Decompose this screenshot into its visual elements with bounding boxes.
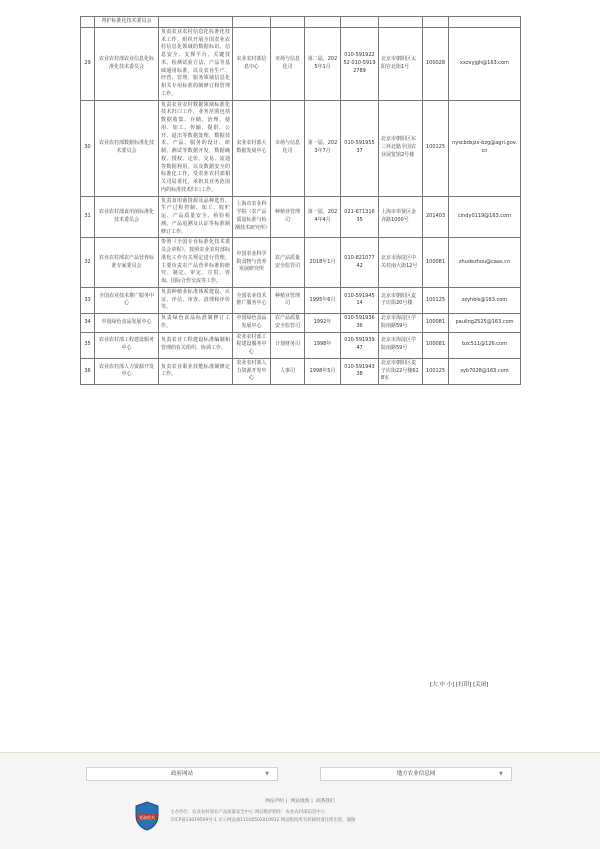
close-link[interactable]: [关闭] <box>473 682 489 688</box>
chevron-down-icon: ▼ <box>499 771 503 777</box>
contact-email: pauling2525@163.com <box>449 314 521 333</box>
committee-name: 农业农村部食用菌标准化技术委员会 <box>95 196 159 238</box>
party-gov-badge-icon[interactable] <box>134 801 160 831</box>
site-footer <box>0 752 600 849</box>
term-date: 1995年6月 <box>305 287 341 313</box>
postal-code: 100125 <box>423 358 449 384</box>
supervising-department: 农产品质量安全监管司 <box>271 314 305 333</box>
contact-email: cindy0119@163.com <box>449 196 521 238</box>
term-date: 第二届，2025年1月 <box>305 27 341 100</box>
contact-email: nyscbdsjzx-bzg@agri.gov.cn <box>449 100 521 196</box>
table-row <box>81 358 521 384</box>
contact-phone: 010-59194514 <box>341 287 379 313</box>
row-number: 30 <box>81 100 95 196</box>
font-size-link[interactable]: [大 中 小] <box>430 682 455 688</box>
contact-address: 北京市朝阳区东三环北路全国农业展览馆2号楼 <box>379 100 423 196</box>
term-date: 1998年 <box>305 332 341 358</box>
contact-phone: 010-59192252 010-59192789 <box>341 27 379 100</box>
standards-document <box>80 16 520 385</box>
badge-label: 党政机关 <box>139 814 155 820</box>
term-date: 第一届，2023年7月 <box>305 100 341 196</box>
committee-name: 农业农村部农业信息化标准化技术委员会 <box>95 27 159 100</box>
secretariat-unit: 农业农村部信息中心 <box>233 27 271 100</box>
postal-code: 100125 <box>423 100 449 196</box>
table-row <box>81 100 521 196</box>
postal-code: 100081 <box>423 314 449 333</box>
secretariat-unit: 农业农村部工程建设服务中心 <box>233 332 271 358</box>
supervising-department: 种植业管理司 <box>271 287 305 313</box>
row-number: 29 <box>81 27 95 100</box>
contact-email <box>449 17 521 28</box>
contact-address: 北京市海淀区学院南路59号 <box>379 314 423 333</box>
footer-link-statement[interactable]: 网站声明 <box>265 799 284 804</box>
contact-phone: 010-59193636 <box>341 314 379 333</box>
table-row <box>81 238 521 288</box>
secretariat-unit <box>233 17 271 28</box>
contact-address: 北京市朝阳区麦子店街20号楼 <box>379 287 423 313</box>
supervising-department: 农产品质量安全监管司 <box>271 238 305 288</box>
contact-address: 北京市海淀区中关村南大街12号 <box>379 238 423 288</box>
secretariat-unit: 全国农业技术推广服务中心 <box>233 287 271 313</box>
contact-address: 北京市朝阳区麦子店街22号楼618室 <box>379 358 423 384</box>
committee-name: 农业农村部工程建设服务中心 <box>95 332 159 358</box>
table-row <box>81 332 521 358</box>
table-row <box>81 27 521 100</box>
gov-sites-label: 政府网站 <box>170 771 193 777</box>
footer-link-sitemap[interactable]: 网站地图 <box>290 799 310 804</box>
term-date: 1992年 <box>305 314 341 333</box>
row-number: 33 <box>81 287 95 313</box>
print-link[interactable]: [打印] <box>456 682 472 688</box>
term-date <box>305 17 341 28</box>
contact-phone: 010-59195537 <box>341 100 379 196</box>
contact-address: 北京市海淀区学院南路59号 <box>379 332 423 358</box>
row-number: 35 <box>81 332 95 358</box>
contact-phone: 010-59194338 <box>341 358 379 384</box>
supervising-department: 计划财务司 <box>271 332 305 358</box>
supervising-department: 人事司 <box>271 358 305 384</box>
contact-address: 上海市奉贤区金齐路1000号 <box>379 196 423 238</box>
chevron-down-icon: ▼ <box>265 771 269 777</box>
row-number: 36 <box>81 358 95 384</box>
work-scope: 负责绿色食品标准制修订工作。 <box>159 314 233 333</box>
committee-name: 农业农村部数据标准化技术委员会 <box>95 100 159 196</box>
contact-address: 北京市朝阳区太阳宫北街1号 <box>379 27 423 100</box>
supervising-department: 市场与信息化司 <box>271 27 305 100</box>
work-scope: 负责农业农村数据领域标准化技术归口工作，业务范围包括数据收集、存储、治理、使用、加工、传输、提供、公开、退出等数据处理，数据技术、产品、服务的设计、研制、测试等数据开发，数据确权、授权、定价、交易、流通等数据利用，以及数据安全的标准化工作。受农业农村部相关司局委托，承担其业务范围内的标准技术归口工作。 <box>159 100 233 196</box>
table-body <box>81 17 521 385</box>
work-scope: 负责农业工程建设标准编制和管理的有关组织、协调工作。 <box>159 332 233 358</box>
supervising-department: 种植业管理司 <box>271 196 305 238</box>
host-info: 主办单位：农业农村部农产品质量安全中心 网站维护制作：农业农村部信息中心 <box>170 810 326 815</box>
contact-phone <box>341 17 379 28</box>
contact-email: zzyhbls@163.com <box>449 287 521 313</box>
work-scope: 负责种植业标准体系建设、认证、评估、审查、清理和评价等。 <box>159 287 233 313</box>
term-date: 2018年1月 <box>305 238 341 288</box>
postal-code: 100028 <box>423 27 449 100</box>
secretariat-unit: 农业农村部人力资源开发中心 <box>233 358 271 384</box>
contact-phone: 010-59193947 <box>341 332 379 358</box>
contact-phone: 021-67131635 <box>341 196 379 238</box>
local-sites-select[interactable] <box>320 767 512 781</box>
committee-name: 全国农业技术推广服务中心 <box>95 287 159 313</box>
contact-phone: 010-82107742 <box>341 238 379 288</box>
postal-code: 100125 <box>423 287 449 313</box>
table-row <box>81 196 521 238</box>
postal-code: 100081 <box>423 238 449 288</box>
standards-committee-table <box>80 16 521 385</box>
contact-email: xxzxyjgh@163.com <box>449 27 521 100</box>
committee-name: 中国绿色食品发展中心 <box>95 314 159 333</box>
gov-sites-select[interactable] <box>86 767 278 781</box>
work-scope <box>159 17 233 28</box>
committee-name: 农业农村部人力资源开发中心 <box>95 358 159 384</box>
postal-code: 201403 <box>423 196 449 238</box>
row-number: 32 <box>81 238 95 288</box>
local-sites-label: 地方农业信息网 <box>396 771 436 777</box>
postal-code: 100081 <box>423 332 449 358</box>
row-number <box>81 17 95 28</box>
supervising-department <box>271 17 305 28</box>
postal-code <box>423 17 449 28</box>
contact-email: zhudezhou@caas.cn <box>449 238 521 288</box>
secretariat-unit: 中国农业科学院食物与营养发展研究所 <box>233 238 271 288</box>
table-row <box>81 314 521 333</box>
secretariat-unit: 上海市农业科学院（农产品质量标准与检测技术研究所） <box>233 196 271 238</box>
secretariat-unit: 中国绿色食品发展中心 <box>233 314 271 333</box>
text-toolbar <box>430 680 488 688</box>
contact-address <box>379 17 423 28</box>
footer-link-contact[interactable]: 联系我们 <box>316 799 335 804</box>
icp-info: 京ICP备13019509号-1 京公网安备11010502010932 网站版权所有转载时请注明出处，谢谢 <box>170 818 356 823</box>
committee-name: 农业农村部农产品营养标准专家委员会 <box>95 238 159 288</box>
table-row <box>81 287 521 313</box>
row-number: 34 <box>81 314 95 333</box>
supervising-department: 市场与信息化司 <box>271 100 305 196</box>
footer-links: 网站声明 | 网站地图 | 联系我们 <box>265 799 335 804</box>
row-number: 31 <box>81 196 95 238</box>
work-scope: 负责农业农村信息化标准化技术工作，组织开展全国农业农村信息化领域的数据标识、信息安全、支撑平台、关键技术、检测试验方法、产品等基础通用标准，以及农业生产、经营、管理、服务领域信息化相关专用标准的制修订和管理工作。 <box>159 27 233 100</box>
term-date: 1998年5月 <box>305 358 341 384</box>
committee-name: 肾护标准化技术委员会 <box>95 17 159 28</box>
work-scope: 参照《全国专业标准化技术委员会章程》，按照农业农村部标准化工作有关规定进行管理，主要负责农产品营养标准的研究、制定、审定、宣贯、咨询、国际合作交流等工作。 <box>159 238 233 288</box>
term-date: 第一届，2024年4月 <box>305 196 341 238</box>
contact-email: bzc511@126.com <box>449 332 521 358</box>
table-row <box>81 17 521 28</box>
secretariat-unit: 农业农村部大数据发展中心 <box>233 100 271 196</box>
work-scope: 负责食用菌资源及品种选育、生产过程控制、加工、收贮运、产品质量安全、检验检测、产品追溯及认证等标准制修订工作。 <box>159 196 233 238</box>
contact-email: syb7028@163.com <box>449 358 521 384</box>
work-scope: 负责农业职业技能标准制修定工作。 <box>159 358 233 384</box>
